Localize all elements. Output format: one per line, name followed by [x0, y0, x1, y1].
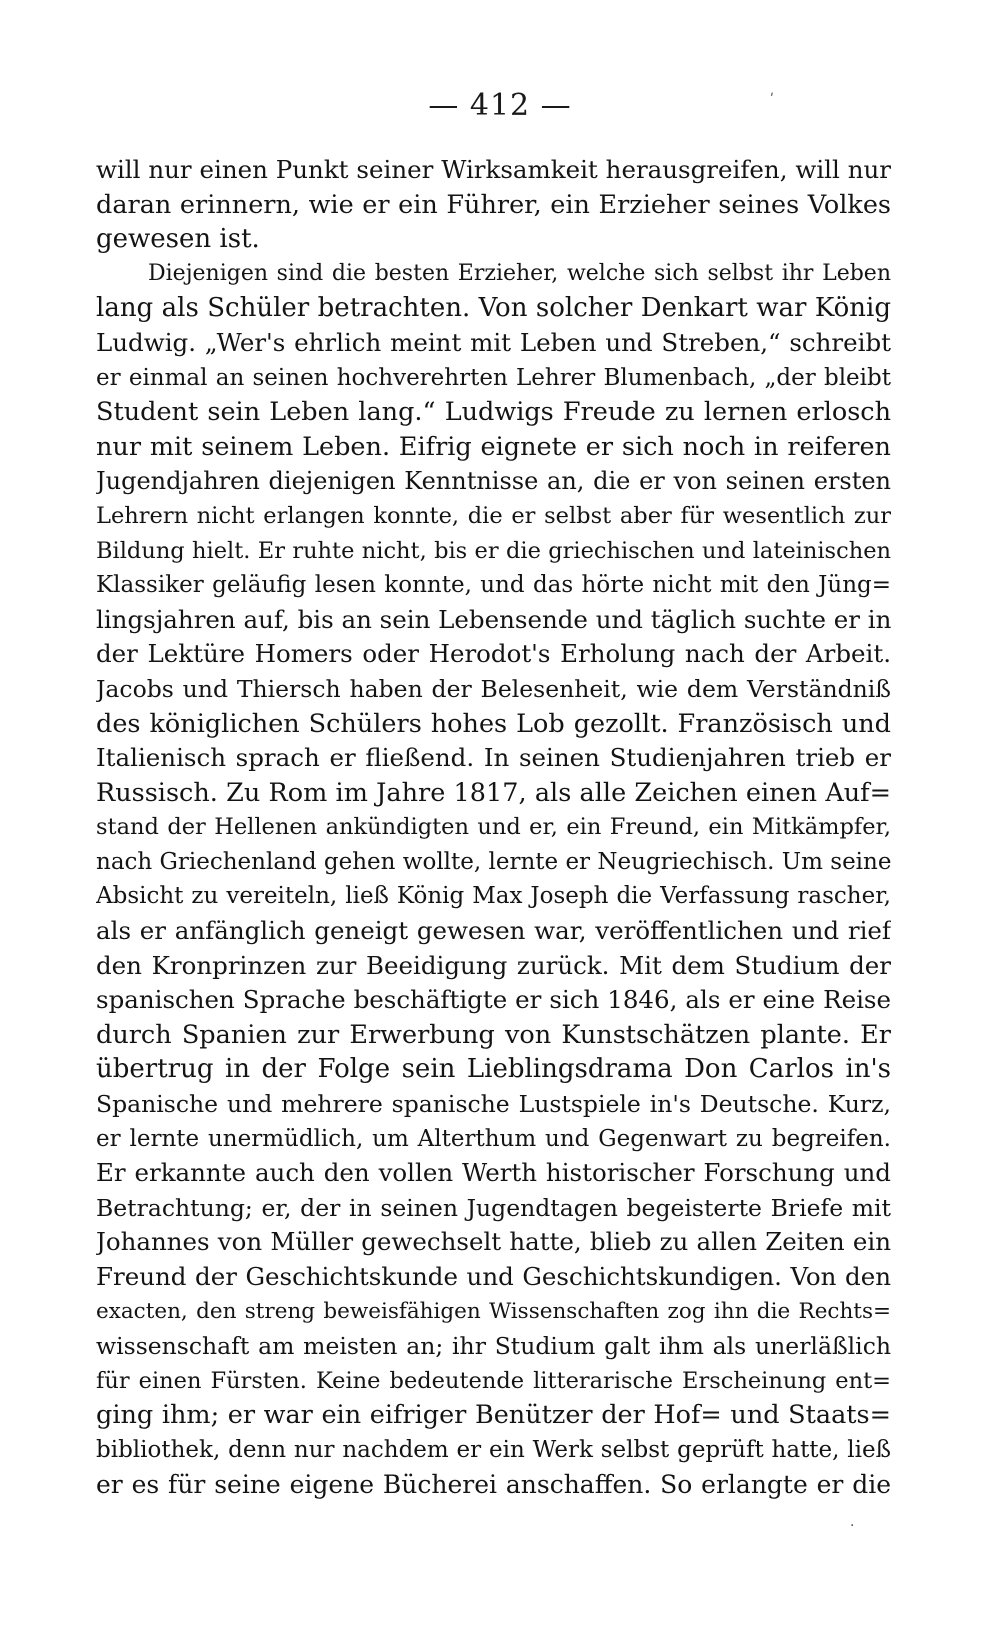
text-line: Jacobs und Thiersch haben der Belesenheit, wie dem Verständniß — [96, 674, 891, 703]
text-line: übertrug in der Folge sein Lieblingsdrama Don Carlos in's — [96, 1054, 891, 1085]
paper-speck-mark: · — [850, 1518, 855, 1534]
text-line: Johannes von Müller gewechselt hatte, blieb zu allen Zeiten ein — [96, 1227, 891, 1257]
text-line: gewesen ist. — [96, 224, 260, 255]
text-line: Ludwig. „Wer's ehrlich meint mit Leben und Streben,“ schreibt — [96, 327, 891, 357]
text-line: den Kronprinzen zur Beeidigung zurück. Mit dem Studium der — [96, 950, 891, 980]
text-line: er einmal an seinen hochverehrten Lehrer Blumenbach, „der bleibt — [96, 364, 891, 391]
text-line: exacten, den streng beweisfähigen Wissenschaften zog ihn die Rechts= — [96, 1298, 891, 1324]
text-line: Bildung hielt. Er ruhte nicht, bis er die griechischen und lateinischen — [96, 537, 891, 564]
paper-speck-mark: ʹ — [770, 92, 774, 108]
text-line: will nur einen Punkt seiner Wirksamkeit herausgreifen, will nur — [96, 155, 891, 184]
text-line: des königlichen Schülers hohes Lob gezollt. Französisch und — [96, 708, 891, 739]
text-line: wissenschaft am meisten an; ihr Studium galt ihm als unerläßlich — [96, 1332, 891, 1361]
text-line: er lernte unermüdlich, um Alterthum und Gegenwart zu begreifen. — [96, 1125, 891, 1152]
text-line: Betrachtung; er, der in seinen Jugendtagen begeisterte Briefe mit — [96, 1193, 891, 1222]
text-line: Jugendjahren diejenigen Kenntnisse an, die er von seinen ersten — [96, 467, 891, 496]
text-line: für einen Fürsten. Keine bedeutende litterarische Erscheinung ent= — [96, 1367, 891, 1394]
text-line: Lehrern nicht erlangen konnte, die er selbst aber für wesentlich zur — [96, 502, 891, 529]
text-line: lingsjahren auf, bis an sein Lebensende und täglich suchte er in — [96, 604, 891, 634]
text-line: nach Griechenland gehen wollte, lernte er Neugriechisch. Um seine — [96, 848, 891, 875]
text-line: Klassiker geläufig lesen konnte, und das hörte nicht mit den Jüng= — [96, 572, 891, 599]
text-line: Diejenigen sind die besten Erzieher, welche sich selbst ihr Leben — [148, 260, 891, 286]
text-line: ging ihm; er war ein eifriger Benützer der Hof= und Staats= — [96, 1400, 891, 1431]
text-line: daran erinnern, wie er ein Führer, ein Erzieher seines Volkes — [96, 189, 891, 220]
text-line: Student sein Leben lang.“ Ludwigs Freude zu lernen erlosch — [96, 397, 891, 428]
text-line: Italienisch sprach er fließend. In seinen Studienjahren trieb er — [96, 743, 891, 773]
text-line: nur mit seinem Leben. Eifrig eignete er sich noch in reiferen — [96, 431, 891, 462]
text-line: Russisch. Zu Rom im Jahre 1817, als alle Zeichen einen Auf= — [96, 777, 891, 808]
text-line: als er anfänglich geneigt gewesen war, veröffentlichen und rief — [96, 916, 891, 946]
text-line: Absicht zu vereiteln, ließ König Max Joseph die Verfassung rascher, — [96, 883, 891, 910]
page-number: — 412 — — [428, 88, 572, 123]
text-line: Er erkannte auch den vollen Werth historischer Forschung und — [96, 1158, 891, 1188]
text-line: er es für seine eigene Bücherei anschaffen. So erlangte er die — [96, 1469, 891, 1499]
text-line: bibliothek, denn nur nachdem er ein Werk selbst geprüft hatte, ließ — [96, 1436, 891, 1463]
text-line: durch Spanien zur Erwerbung von Kunstschätzen plante. Er — [96, 1019, 891, 1050]
text-line: spanischen Sprache beschäftigte er sich 1846, als er eine Reise — [96, 985, 891, 1015]
text-line: lang als Schüler betrachten. Von solcher Denkart war König — [96, 293, 891, 324]
text-line: Freund der Geschichtskunde und Geschichtskundigen. Von den — [96, 1262, 891, 1291]
text-line: stand der Hellenen ankündigten und er, ein Freund, ein Mitkämpfer, — [96, 814, 891, 841]
text-line: der Lektüre Homers oder Herodot's Erholung nach der Arbeit. — [96, 639, 891, 669]
body-text — [96, 153, 891, 1502]
text-line: Spanische und mehrere spanische Lustspiele in's Deutsche. Kurz, — [96, 1090, 891, 1119]
